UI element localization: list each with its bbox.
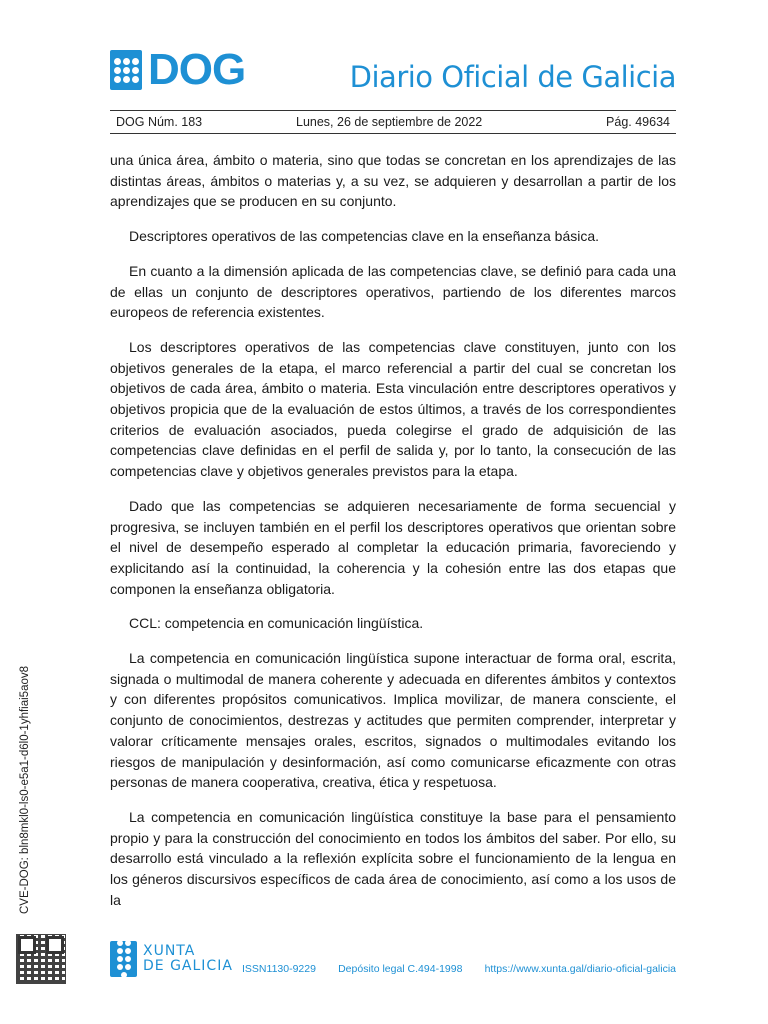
dog-logo-text: DOG — [148, 45, 246, 94]
header-rule-top — [110, 110, 676, 111]
paragraph: una única área, ámbito o materia, sino que todas se concretan en los aprendizajes de las distintas áreas, ámbitos o materias y, a su vez, se adquieren y desarrollan a partir de los aprendizajes que se producen en su conjunto. — [110, 152, 676, 210]
xunta-line1: XUNTA — [143, 943, 196, 959]
page-number: Pág. 49634 — [606, 115, 670, 129]
footer-info — [242, 963, 676, 975]
section-heading: CCL: competencia en comunicación lingüística. — [129, 615, 424, 632]
journal-title: Diario Oficial de Galicia — [349, 60, 676, 94]
legal-deposit: Depósito legal C.494-1998 — [338, 963, 463, 975]
paragraph: La competencia en comunicación lingüística supone interactuar de forma oral, escrita, signada o multimodal de manera coherente y adecuada en diferentes ámbitos y contextos y con diferentes propósitos comunicativos. Implica movilizar, de manera consciente, el conjunto de conocimientos, destrezas y actitudes que permiten comprender, interpretar y valorar críticamente mensajes orales, escritos, signados o multimodales evitando los riesgos de manipulación y desinformación, así como comunicarse eficazmente con otras personas de manera cooperativa, creativa, ética y respetuosa. — [110, 650, 676, 791]
footer-url-link[interactable]: https://www.xunta.gal/diario-oficial-galicia — [484, 963, 676, 975]
issue-number: DOG Núm. 183 — [116, 115, 203, 129]
paragraph: Dado que las competencias se adquieren necesariamente de forma secuencial y progresiva, se incluyen también en el perfil los descriptores operativos que orientan sobre el nivel de desempeño esperado al completar la educación primaria, favoreciendo y explicitando así la continuidad, la coherencia y la cohesión entre las dos etapas que componen la enseñanza obligatoria. — [110, 497, 676, 597]
xunta-line2: DE GALICIA — [143, 958, 233, 974]
header-rule-bottom — [110, 133, 676, 134]
dog-emblem-icon — [110, 50, 142, 90]
document-body — [110, 150, 676, 925]
paragraph: En cuanto a la dimensión aplicada de las competencias clave, se definió para cada una de ellas un conjunto de descriptores operativos, partiendo de los diferentes marcos europeos de referencia existentes. — [110, 262, 676, 321]
issue-meta-row — [110, 115, 676, 132]
xunta-emblem-icon — [110, 941, 137, 977]
qr-code-icon — [16, 934, 66, 984]
cve-code: CVE-DOG: bln8mkl0-ls0-e5a1-d6l0-1yhfiai5aov8 — [19, 665, 31, 914]
paragraph: La competencia en comunicación lingüística constituye la base para el pensamiento propio y para la construcción del conocimiento en todos los ámbitos del saber. Por ello, su desarrollo está vinculado a la reflexión explícita sobre el funcionamiento de la lengua en los géneros discursivos específicos de cada área de conocimiento, así como a los usos de la — [110, 808, 676, 908]
dog-logo — [110, 45, 246, 94]
xunta-logo-text — [143, 944, 233, 974]
xunta-logo — [110, 941, 233, 977]
paragraph: Los descriptores operativos de las competencias clave constituyen, junto con los objetivos generales de la etapa, el marco referencial a partir del cual se concretan los objetivos de cada área, ámbito o materia. Esta vinculación entre descriptores operativos y objetivos propicia que de la evaluación de estos últimos, a través de los correspondientes criterios de evaluación asociados, pueda colegirse el grado de adquisición de las competencias clave definidas en el perfil de salida y, por lo tanto, la consecución de las competencias clave y objetivos generales previstos para la etapa. — [110, 338, 676, 480]
section-heading: Descriptores operativos de las competencias clave en la enseñanza básica. — [129, 228, 600, 245]
issn: ISSN1130-9229 — [242, 963, 316, 975]
issue-date: Lunes, 26 de septiembre de 2022 — [296, 115, 483, 129]
